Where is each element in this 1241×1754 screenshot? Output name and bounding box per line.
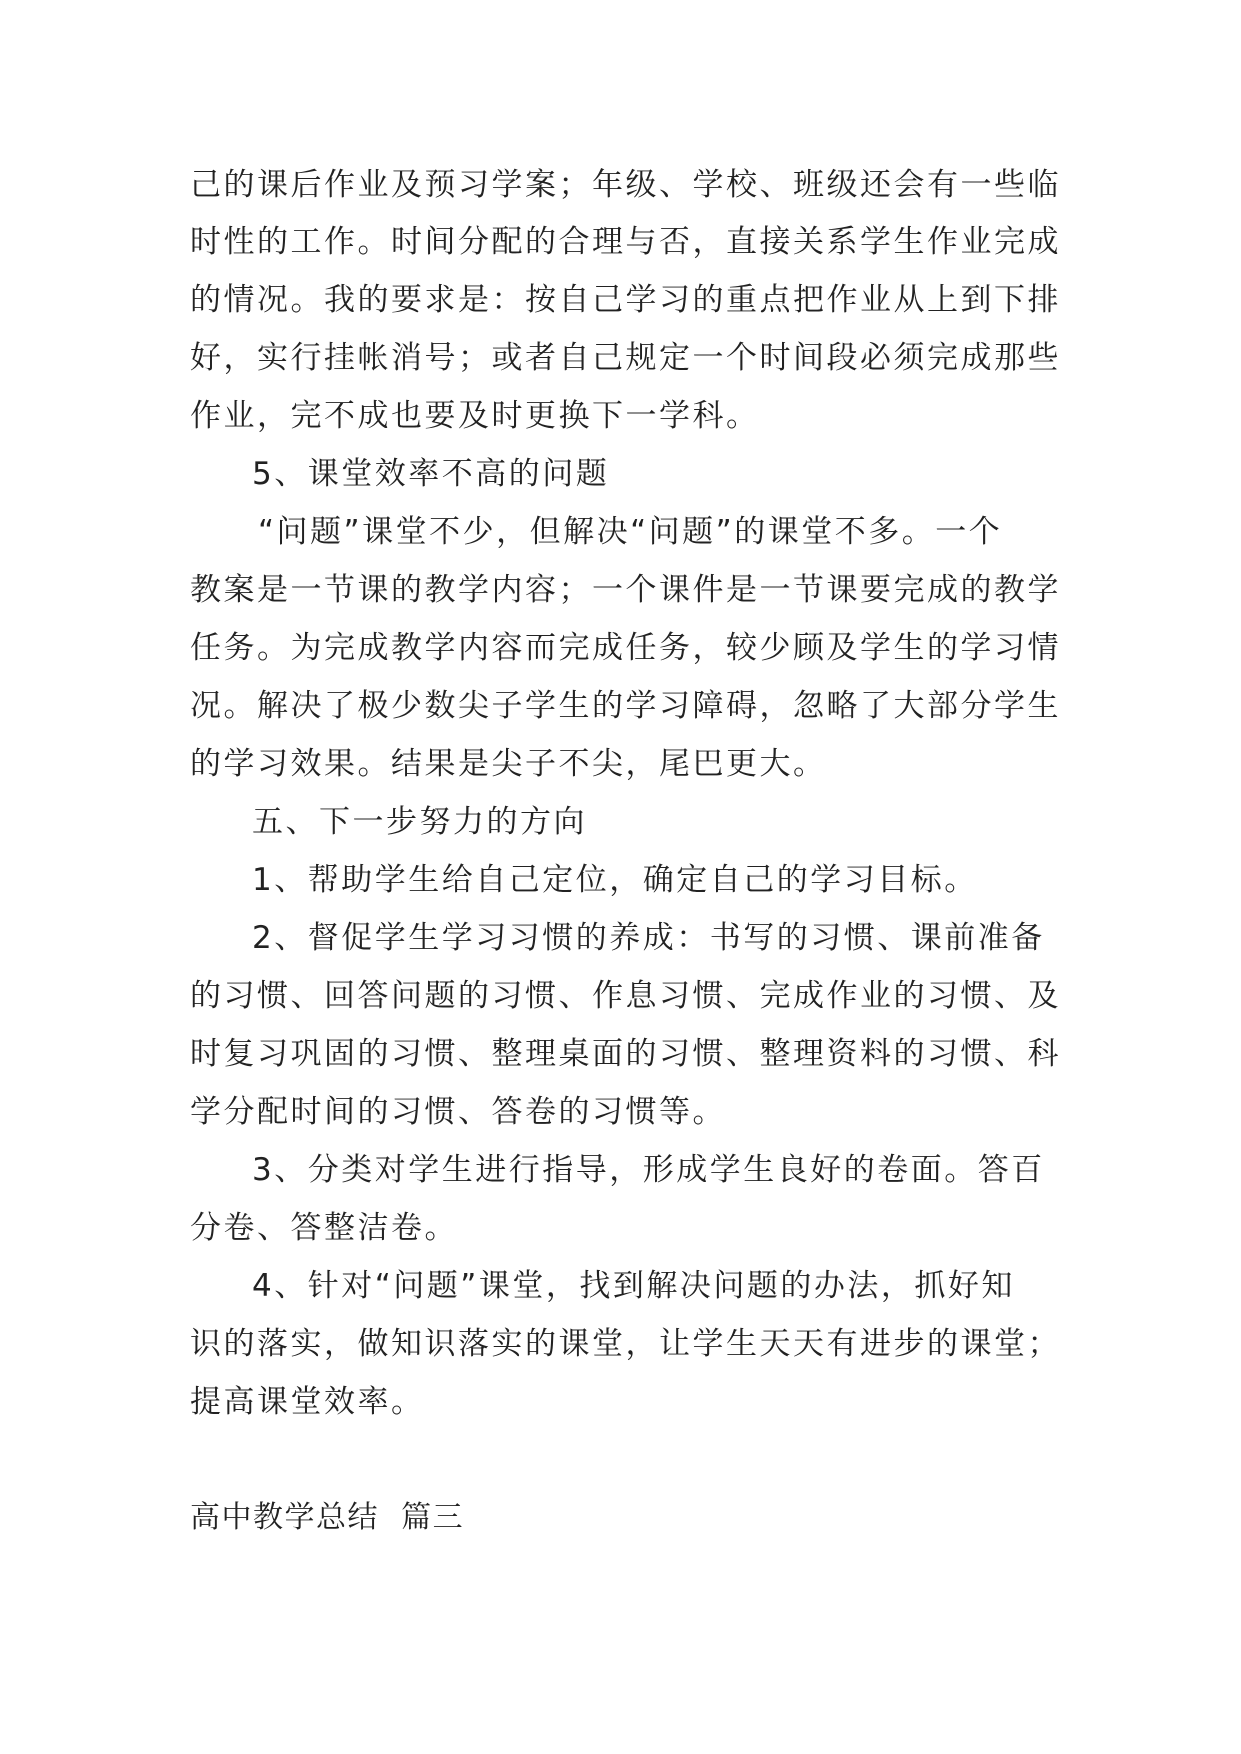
body-text-line: 好，实行挂帐消号；或者自己规定一个时间段必须完成那些: [190, 340, 1061, 376]
list-item-2: 2、督促学生学习习惯的养成：书写的习惯、课前准备: [252, 920, 1045, 956]
list-item-3: 3、分类对学生进行指导，形成学生良好的卷面。答百: [252, 1152, 1045, 1188]
body-text-line: 时性的工作。时间分配的合理与否，直接关系学生作业完成: [190, 224, 1061, 260]
body-text-line: 教案是一节课的教学内容；一个课件是一节课要完成的教学: [190, 572, 1061, 608]
body-text-line: 分卷、答整洁卷。: [190, 1210, 458, 1246]
section-heading: 五、下一步努力的方向: [252, 804, 587, 840]
body-text-line: 任务。为完成教学内容而完成任务，较少顾及学生的学习情: [190, 630, 1061, 666]
list-item-4: 4、针对“问题”课堂，找到解决问题的办法，抓好知: [252, 1268, 1015, 1304]
body-text-line: 况。解决了极少数尖子学生的学习障碍，忽略了大部分学生: [190, 688, 1061, 724]
list-item-1: 1、帮助学生给自己定位，确定自己的学习目标。: [252, 862, 978, 898]
body-text-line: 的学习效果。结果是尖子不尖，尾巴更大。: [190, 746, 827, 782]
body-text-line: 的情况。我的要求是：按自己学习的重点把作业从上到下排: [190, 282, 1061, 318]
body-text-line: 识的落实，做知识落实的课堂，让学生天天有进步的课堂；: [190, 1326, 1061, 1362]
body-text-line: 学分配时间的习惯、答卷的习惯等。: [190, 1094, 726, 1130]
subsection-heading: 5、课堂效率不高的问题: [252, 456, 610, 492]
next-section-title: 高中教学总结 篇三: [190, 1500, 465, 1535]
body-text-line: 己的课后作业及预习学案；年级、学校、班级还会有一些临: [190, 167, 1061, 203]
body-text-line: “问题”课堂不少，但解决“问题”的课堂不多。一个: [258, 514, 1003, 550]
body-text-line: 作业，完不成也要及时更换下一学科。: [190, 398, 760, 434]
body-text-line: 时复习巩固的习惯、整理桌面的习惯、整理资料的习惯、科: [190, 1036, 1061, 1072]
body-text-line: 提高课堂效率。: [190, 1384, 425, 1420]
body-text-line: 的习惯、回答问题的习惯、作息习惯、完成作业的习惯、及: [190, 978, 1061, 1014]
